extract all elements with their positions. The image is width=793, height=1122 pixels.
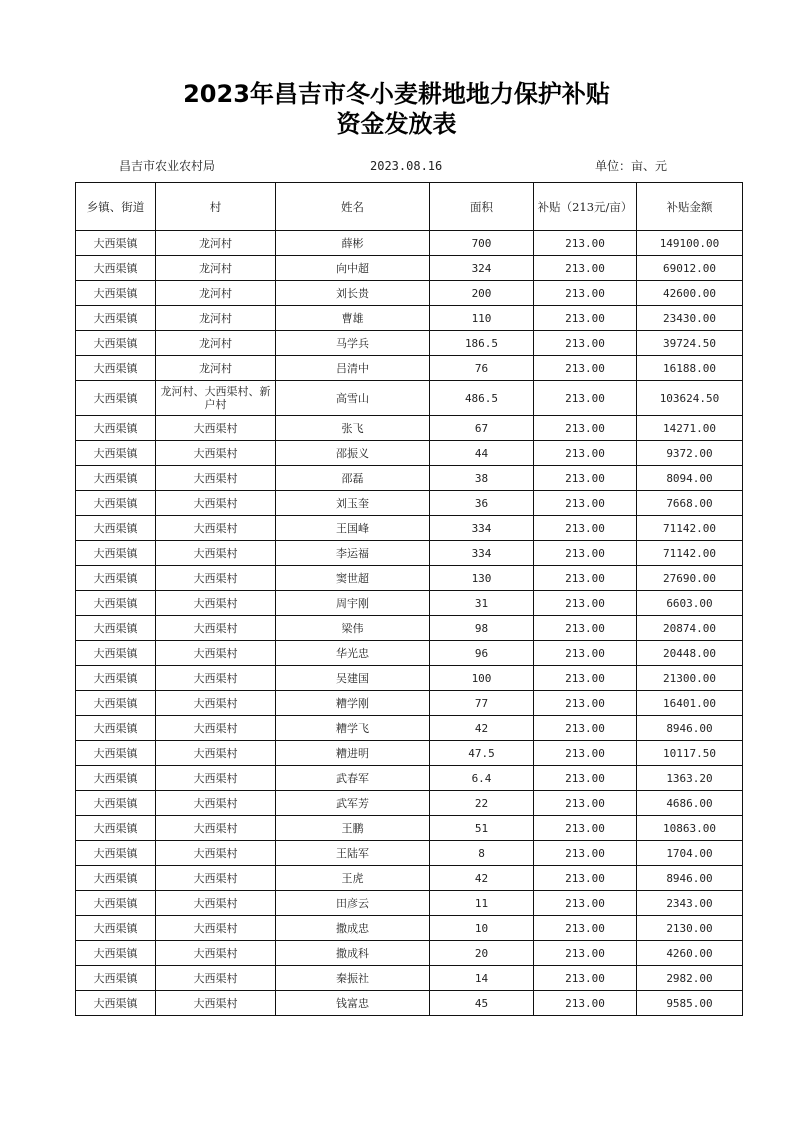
cell-town: 大西渠镇 [76, 741, 156, 766]
cell-village: 大西渠村 [156, 491, 276, 516]
table-row [76, 306, 743, 331]
unit-label: 单位：亩、元 [595, 159, 668, 173]
cell-area: 700 [430, 231, 534, 256]
cell-name: 李运福 [276, 541, 430, 566]
cell-area: 8 [430, 841, 534, 866]
cell-town: 大西渠镇 [76, 281, 156, 306]
cell-amount: 2130.00 [637, 916, 743, 941]
table-row [76, 841, 743, 866]
cell-area: 200 [430, 281, 534, 306]
cell-village: 龙河村、大西渠村、新户村 [156, 381, 276, 416]
cell-rate: 213.00 [534, 791, 637, 816]
cell-town: 大西渠镇 [76, 641, 156, 666]
cell-rate: 213.00 [534, 691, 637, 716]
cell-village: 大西渠村 [156, 716, 276, 741]
cell-village: 大西渠村 [156, 466, 276, 491]
cell-rate: 213.00 [534, 441, 637, 466]
cell-name: 窦世超 [276, 566, 430, 591]
subsidy-table [75, 182, 743, 1016]
cell-town: 大西渠镇 [76, 541, 156, 566]
table-row [76, 416, 743, 441]
cell-rate: 213.00 [534, 866, 637, 891]
cell-name: 高雪山 [276, 381, 430, 416]
cell-area: 67 [430, 416, 534, 441]
table-row [76, 231, 743, 256]
cell-area: 10 [430, 916, 534, 941]
header-area: 面积 [430, 183, 534, 231]
table-row [76, 716, 743, 741]
cell-village: 大西渠村 [156, 916, 276, 941]
cell-name: 华光忠 [276, 641, 430, 666]
cell-rate: 213.00 [534, 281, 637, 306]
cell-rate: 213.00 [534, 516, 637, 541]
issuing-organization: 昌吉市农业农村局 [119, 159, 216, 173]
cell-area: 324 [430, 256, 534, 281]
cell-rate: 213.00 [534, 356, 637, 381]
cell-town: 大西渠镇 [76, 356, 156, 381]
cell-village: 大西渠村 [156, 766, 276, 791]
cell-amount: 39724.50 [637, 331, 743, 356]
cell-rate: 213.00 [534, 491, 637, 516]
cell-amount: 9372.00 [637, 441, 743, 466]
cell-name: 向中超 [276, 256, 430, 281]
cell-name: 吕清中 [276, 356, 430, 381]
cell-rate: 213.00 [534, 591, 637, 616]
cell-village: 大西渠村 [156, 841, 276, 866]
cell-town: 大西渠镇 [76, 416, 156, 441]
cell-name: 秦振社 [276, 966, 430, 991]
cell-town: 大西渠镇 [76, 716, 156, 741]
cell-village: 大西渠村 [156, 616, 276, 641]
cell-rate: 213.00 [534, 741, 637, 766]
cell-area: 31 [430, 591, 534, 616]
cell-rate: 213.00 [534, 466, 637, 491]
table-row [76, 866, 743, 891]
cell-town: 大西渠镇 [76, 866, 156, 891]
table-body [76, 231, 743, 1016]
cell-amount: 2982.00 [637, 966, 743, 991]
cell-village: 龙河村 [156, 306, 276, 331]
table-row [76, 381, 743, 416]
table-row [76, 891, 743, 916]
table-row [76, 516, 743, 541]
cell-area: 42 [430, 716, 534, 741]
cell-town: 大西渠镇 [76, 516, 156, 541]
cell-town: 大西渠镇 [76, 941, 156, 966]
cell-name: 撒成科 [276, 941, 430, 966]
cell-town: 大西渠镇 [76, 991, 156, 1016]
cell-village: 大西渠村 [156, 516, 276, 541]
cell-village: 大西渠村 [156, 566, 276, 591]
cell-area: 334 [430, 541, 534, 566]
cell-village: 龙河村 [156, 331, 276, 356]
cell-village: 大西渠村 [156, 691, 276, 716]
cell-town: 大西渠镇 [76, 616, 156, 641]
cell-rate: 213.00 [534, 841, 637, 866]
header-name: 姓名 [276, 183, 430, 231]
cell-amount: 69012.00 [637, 256, 743, 281]
cell-village: 大西渠村 [156, 641, 276, 666]
cell-rate: 213.00 [534, 231, 637, 256]
cell-area: 130 [430, 566, 534, 591]
cell-town: 大西渠镇 [76, 916, 156, 941]
cell-amount: 21300.00 [637, 666, 743, 691]
cell-rate: 213.00 [534, 891, 637, 916]
cell-name: 刘玉奎 [276, 491, 430, 516]
cell-amount: 7668.00 [637, 491, 743, 516]
document-date: 2023.08.16 [370, 159, 443, 173]
cell-name: 钱富忠 [276, 991, 430, 1016]
cell-area: 38 [430, 466, 534, 491]
cell-town: 大西渠镇 [76, 666, 156, 691]
cell-amount: 71142.00 [637, 516, 743, 541]
table-header-row [76, 183, 743, 231]
cell-town: 大西渠镇 [76, 766, 156, 791]
cell-town: 大西渠镇 [76, 331, 156, 356]
cell-area: 20 [430, 941, 534, 966]
cell-area: 100 [430, 666, 534, 691]
table-row [76, 991, 743, 1016]
cell-name: 薛彬 [276, 231, 430, 256]
cell-village: 大西渠村 [156, 441, 276, 466]
table-row [76, 466, 743, 491]
cell-town: 大西渠镇 [76, 256, 156, 281]
cell-name: 武军芳 [276, 791, 430, 816]
cell-area: 22 [430, 791, 534, 816]
cell-village: 大西渠村 [156, 966, 276, 991]
cell-village: 大西渠村 [156, 991, 276, 1016]
cell-area: 45 [430, 991, 534, 1016]
cell-name: 曹雄 [276, 306, 430, 331]
cell-area: 11 [430, 891, 534, 916]
cell-rate: 213.00 [534, 941, 637, 966]
cell-name: 王陆军 [276, 841, 430, 866]
cell-village: 大西渠村 [156, 591, 276, 616]
cell-town: 大西渠镇 [76, 441, 156, 466]
cell-town: 大西渠镇 [76, 816, 156, 841]
cell-village: 大西渠村 [156, 541, 276, 566]
header-amount: 补贴金额 [637, 183, 743, 231]
cell-rate: 213.00 [534, 381, 637, 416]
cell-amount: 2343.00 [637, 891, 743, 916]
cell-name: 邵磊 [276, 466, 430, 491]
cell-town: 大西渠镇 [76, 306, 156, 331]
cell-town: 大西渠镇 [76, 491, 156, 516]
table-row [76, 916, 743, 941]
cell-town: 大西渠镇 [76, 466, 156, 491]
cell-name: 马学兵 [276, 331, 430, 356]
table-row [76, 741, 743, 766]
document-title-line2: 资金发放表 [336, 110, 457, 138]
cell-name: 周宇刚 [276, 591, 430, 616]
cell-amount: 1704.00 [637, 841, 743, 866]
table-row [76, 691, 743, 716]
cell-town: 大西渠镇 [76, 791, 156, 816]
cell-amount: 10117.50 [637, 741, 743, 766]
cell-amount: 8946.00 [637, 716, 743, 741]
cell-rate: 213.00 [534, 916, 637, 941]
cell-village: 龙河村 [156, 231, 276, 256]
cell-area: 6.4 [430, 766, 534, 791]
cell-amount: 16401.00 [637, 691, 743, 716]
cell-amount: 4260.00 [637, 941, 743, 966]
cell-area: 14 [430, 966, 534, 991]
table-row [76, 441, 743, 466]
cell-name: 梁伟 [276, 616, 430, 641]
cell-village: 大西渠村 [156, 416, 276, 441]
header-village: 村 [156, 183, 276, 231]
cell-amount: 10863.00 [637, 816, 743, 841]
table-row [76, 641, 743, 666]
cell-village: 大西渠村 [156, 891, 276, 916]
cell-village: 龙河村 [156, 356, 276, 381]
cell-village: 大西渠村 [156, 866, 276, 891]
cell-rate: 213.00 [534, 541, 637, 566]
cell-rate: 213.00 [534, 766, 637, 791]
cell-area: 51 [430, 816, 534, 841]
cell-village: 大西渠村 [156, 816, 276, 841]
cell-name: 刘长贵 [276, 281, 430, 306]
cell-amount: 1363.20 [637, 766, 743, 791]
cell-town: 大西渠镇 [76, 566, 156, 591]
cell-rate: 213.00 [534, 566, 637, 591]
table-row [76, 491, 743, 516]
cell-village: 龙河村 [156, 281, 276, 306]
cell-village: 大西渠村 [156, 941, 276, 966]
cell-area: 44 [430, 441, 534, 466]
table-row [76, 591, 743, 616]
cell-amount: 9585.00 [637, 991, 743, 1016]
table-row [76, 616, 743, 641]
table-row [76, 966, 743, 991]
cell-town: 大西渠镇 [76, 691, 156, 716]
table-row [76, 256, 743, 281]
cell-amount: 14271.00 [637, 416, 743, 441]
cell-village: 龙河村 [156, 256, 276, 281]
cell-amount: 20448.00 [637, 641, 743, 666]
cell-area: 110 [430, 306, 534, 331]
table-row [76, 281, 743, 306]
table-row [76, 541, 743, 566]
cell-name: 吴建国 [276, 666, 430, 691]
cell-area: 47.5 [430, 741, 534, 766]
cell-name: 王鹏 [276, 816, 430, 841]
cell-village: 大西渠村 [156, 791, 276, 816]
cell-name: 田彦云 [276, 891, 430, 916]
cell-area: 98 [430, 616, 534, 641]
table-row [76, 816, 743, 841]
cell-amount: 16188.00 [637, 356, 743, 381]
cell-amount: 27690.00 [637, 566, 743, 591]
table-row [76, 331, 743, 356]
cell-rate: 213.00 [534, 256, 637, 281]
cell-name: 张飞 [276, 416, 430, 441]
cell-name: 武春军 [276, 766, 430, 791]
cell-rate: 213.00 [534, 616, 637, 641]
table-row [76, 791, 743, 816]
table-row [76, 356, 743, 381]
cell-amount: 42600.00 [637, 281, 743, 306]
cell-rate: 213.00 [534, 716, 637, 741]
cell-town: 大西渠镇 [76, 966, 156, 991]
cell-name: 撒成忠 [276, 916, 430, 941]
cell-amount: 4686.00 [637, 791, 743, 816]
cell-amount: 20874.00 [637, 616, 743, 641]
cell-name: 糟学刚 [276, 691, 430, 716]
table-row [76, 766, 743, 791]
cell-area: 42 [430, 866, 534, 891]
cell-village: 大西渠村 [156, 666, 276, 691]
cell-amount: 71142.00 [637, 541, 743, 566]
cell-amount: 149100.00 [637, 231, 743, 256]
cell-rate: 213.00 [534, 331, 637, 356]
cell-area: 334 [430, 516, 534, 541]
cell-area: 186.5 [430, 331, 534, 356]
cell-amount: 6603.00 [637, 591, 743, 616]
cell-amount: 8946.00 [637, 866, 743, 891]
cell-area: 36 [430, 491, 534, 516]
header-rate: 补贴（213元/亩） [534, 183, 637, 231]
cell-rate: 213.00 [534, 816, 637, 841]
table-row [76, 666, 743, 691]
cell-rate: 213.00 [534, 306, 637, 331]
cell-name: 王虎 [276, 866, 430, 891]
cell-area: 96 [430, 641, 534, 666]
cell-amount: 8094.00 [637, 466, 743, 491]
cell-area: 486.5 [430, 381, 534, 416]
cell-town: 大西渠镇 [76, 891, 156, 916]
cell-town: 大西渠镇 [76, 231, 156, 256]
document-title-line1: 2023年昌吉市冬小麦耕地地力保护补贴 [183, 80, 610, 108]
cell-town: 大西渠镇 [76, 841, 156, 866]
cell-town: 大西渠镇 [76, 381, 156, 416]
cell-amount: 103624.50 [637, 381, 743, 416]
header-town: 乡镇、街道 [76, 183, 156, 231]
cell-town: 大西渠镇 [76, 591, 156, 616]
cell-rate: 213.00 [534, 416, 637, 441]
cell-area: 77 [430, 691, 534, 716]
cell-name: 糟学飞 [276, 716, 430, 741]
table-row [76, 566, 743, 591]
table-row [76, 941, 743, 966]
cell-rate: 213.00 [534, 991, 637, 1016]
cell-rate: 213.00 [534, 666, 637, 691]
cell-name: 王国峰 [276, 516, 430, 541]
cell-village: 大西渠村 [156, 741, 276, 766]
cell-rate: 213.00 [534, 641, 637, 666]
cell-name: 邵振义 [276, 441, 430, 466]
cell-area: 76 [430, 356, 534, 381]
cell-amount: 23430.00 [637, 306, 743, 331]
cell-name: 糟进明 [276, 741, 430, 766]
cell-rate: 213.00 [534, 966, 637, 991]
